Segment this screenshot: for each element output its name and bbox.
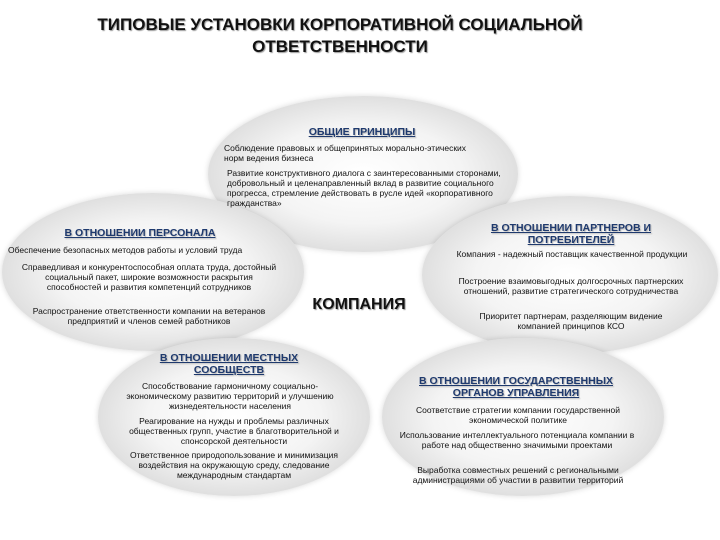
partners-item: Компания - надежный поставщик качественной продукции [456,249,688,259]
partners-item: Построение взаимовыгодных долгосрочных партнерских отношений, развитие стратегического сотрудничества [458,276,684,296]
government-heading: В ОТНОШЕНИИ ГОСУДАРСТВЕННЫХ ОРГАНОВ УПРАВЛЕНИЯ [419,375,613,399]
general-item: Развитие конструктивного диалога с заинтересованными сторонами, добровольный и целенаправленный вклад в развитие социального прогресса, стремление действовать в русле идей «корпоративного гражданства» [227,168,501,208]
page-title: ТИПОВЫЕ УСТАНОВКИ КОРПОРАТИВНОЙ СОЦИАЛЬНОЙ ОТВЕТСТВЕННОСТИ [97,15,583,56]
personnel-item: Справедливая и конкурентоспособная оплата труда, достойный социальный пакет, широкие возможности раскрытия способностей и развития компетенций сотрудников [21,262,277,292]
personnel-item: Обеспечение безопасных методов работы и условий труда [8,245,243,255]
company-label: КОМПАНИЯ [312,296,406,313]
personnel-heading: В ОТНОШЕНИИ ПЕРСОНАЛА [64,227,216,239]
partners-heading: В ОТНОШЕНИИ ПАРТНЕРОВ И ПОТРЕБИТЕЛЕЙ [490,222,652,246]
communities-item: Способствование гармоничному социально-экономическому развитию территорий и улучшению жизнедеятельности населения [126,381,334,411]
personnel-item: Распространение ответственности компании на ветеранов предприятий и членов семей работников [32,306,266,326]
partners-item: Приоритет партнерам, разделяющим видение компанией принципов КСО [479,311,663,331]
general-item: Соблюдение правовых и общепринятых морально-этических норм ведения бизнеса [224,143,467,163]
government-item: Использование интеллектуального потенциала компании в работе над общественно значимыми проектами [399,430,635,450]
government-item: Соответствие стратегии компании государственной экономической политике [415,405,621,425]
communities-heading: В ОТНОШЕНИИ МЕСТНЫХ СООБЩЕСТВ [159,352,299,376]
government-item: Выработка совместных решений с региональными администрациями об участии в развитии территорий [412,465,624,485]
communities-item: Реагирование на нужды и проблемы различных общественных групп, участие в благотворительной и спонсорской деятельности [129,416,339,446]
general-principles-heading: ОБЩИЕ ПРИНЦИПЫ [308,126,416,138]
communities-item: Ответственное природопользование и минимизация воздействия на окружающую среду, следование международным стандартам [129,450,338,480]
